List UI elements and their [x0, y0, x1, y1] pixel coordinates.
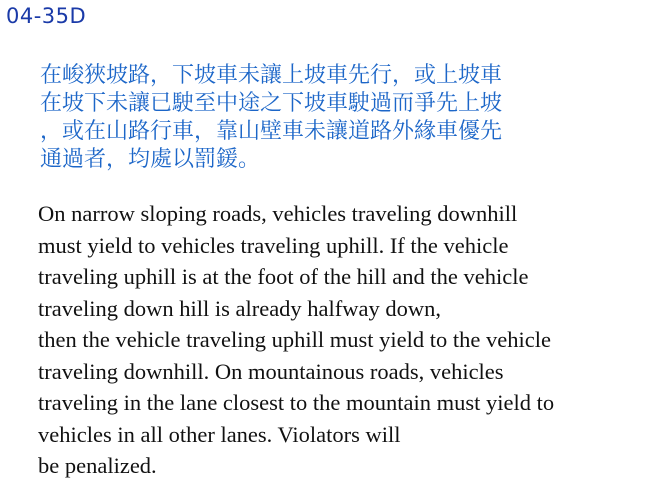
english-line: be penalized.: [38, 453, 157, 478]
english-line: traveling downhill. On mountainous roads, vehicles: [38, 358, 504, 384]
english-line: then the vehicle traveling uphill must yield to the vehicle: [38, 327, 551, 352]
english-line: vehicles in all other lanes. Violators will: [38, 421, 401, 447]
english-line: must yield to vehicles traveling uphill. If the vehicle: [38, 232, 509, 258]
english-rule-text: [38, 198, 668, 482]
chinese-line: 在峻狹坡路，下坡車未讓上坡車先行，或上坡車: [40, 63, 503, 88]
chinese-line: 通過者，均處以罰鍰。: [40, 147, 261, 172]
chinese-rule-text: [40, 62, 502, 174]
english-line: traveling in the lane closest to the mountain must yield to: [38, 390, 555, 415]
chinese-line: 在坡下未讓已駛至中途之下坡車駛過而爭先上坡: [40, 91, 503, 116]
english-line: traveling down hill is already halfway down,: [38, 295, 442, 321]
chinese-line: ，或在山路行車，靠山壁車未讓道路外緣車優先: [40, 119, 503, 144]
english-line: On narrow sloping roads, vehicles traveling downhill: [38, 201, 518, 226]
question-code: 04-35D: [6, 4, 87, 28]
english-line: traveling uphill is at the foot of the hill and the vehicle: [38, 264, 529, 289]
